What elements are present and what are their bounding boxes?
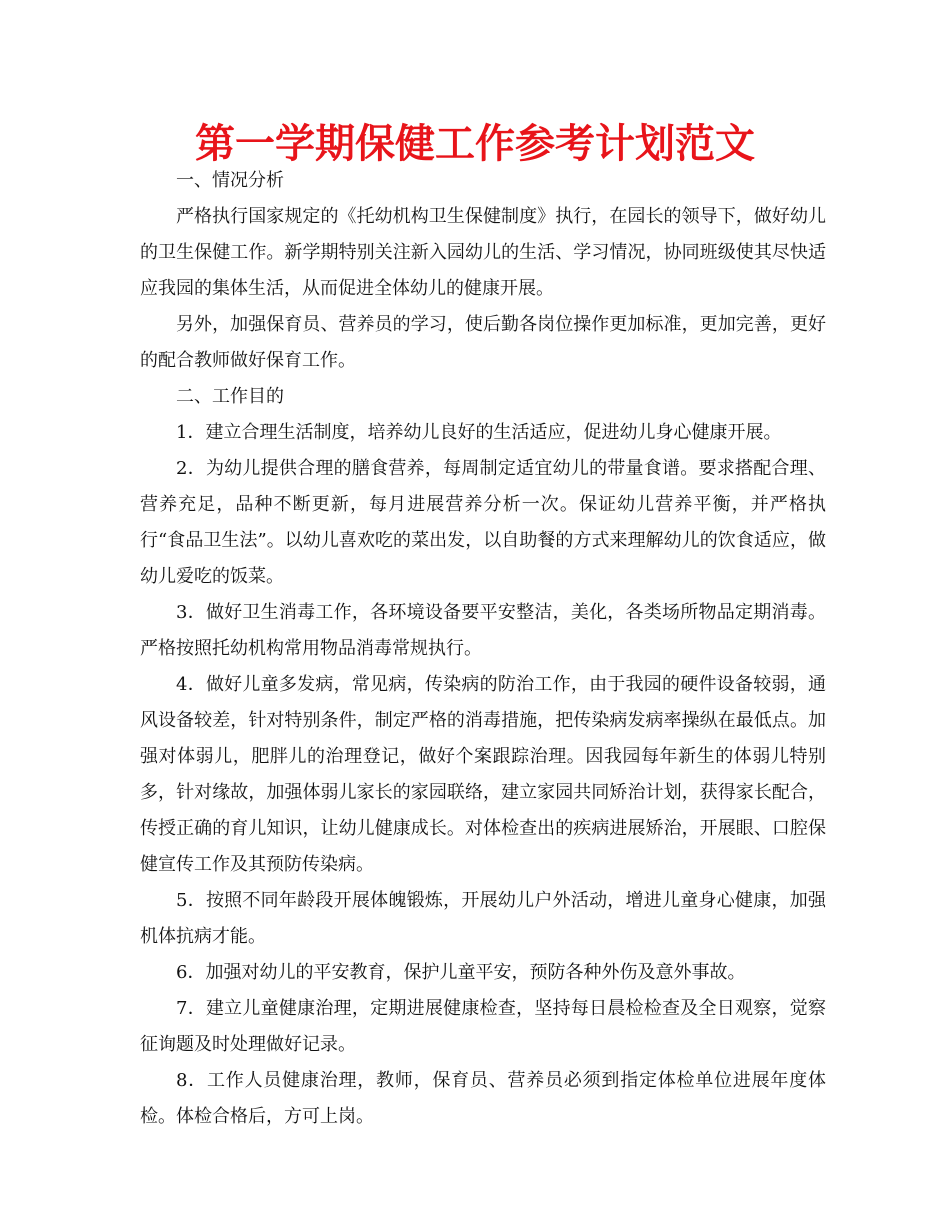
document-body bbox=[140, 163, 826, 1135]
list-item-4: 4．做好儿童多发病，常见病，传染病的防治工作，由于我园的硬件设备较弱，通风设备较差，针对特别条件，制定严格的消毒措施，把传染病发病率操纵在最低点。加强对体弱儿，肥胖儿的治理登记，做好个案跟踪治理。因我园每年新生的体弱儿特别多，针对缘故，加强体弱儿家长的家园联络，建立家园共同矫治计划，获得家长配合，传授正确的育儿知识，让幼儿健康成长。对体检查出的疾病进展矫治，开展眼、口腔保健宣传工作及其预防传染病。 bbox=[140, 674, 826, 875]
list-item-1: 1．建立合理生活制度，培养幼儿良好的生活适应，促进幼儿身心健康开展。 bbox=[176, 422, 782, 443]
list-item-7: 7．建立儿童健康治理，定期进展健康检查，坚持每日晨检检查及全日观察，觉察征询题及时处理做好记录。 bbox=[140, 998, 826, 1055]
section-heading-goals: 二、工作目的 bbox=[176, 386, 284, 407]
list-item-5: 5．按照不同年龄段开展体魄锻炼，开展幼儿户外活动，增进儿童身心健康，加强机体抗病才能。 bbox=[140, 890, 826, 947]
paragraph: 严格执行国家规定的《托幼机构卫生保健制度》执行，在园长的领导下，做好幼儿的卫生保健工作。新学期特别关注新入园幼儿的生活、学习情况，协同班级使其尽快适应我园的集体生活，从而促进全体幼儿的健康开展。 bbox=[140, 206, 826, 299]
section-heading-situation: 一、情况分析 bbox=[176, 170, 284, 191]
paragraph: 另外，加强保育员、营养员的学习，使后勤各岗位操作更加标准，更加完善，更好的配合教师做好保育工作。 bbox=[140, 314, 826, 371]
list-item-6: 6．加强对幼儿的平安教育，保护儿童平安，预防各种外伤及意外事故。 bbox=[176, 962, 746, 983]
document-title: 第一学期保健工作参考计划范文 bbox=[195, 121, 755, 167]
list-item-2: 2．为幼儿提供合理的膳食营养，每周制定适宜幼儿的带量食谱。要求搭配合理、营养充足，品种不断更新，每月进展营养分析一次。保证幼儿营养平衡，并严格执行“食品卫生法”。以幼儿喜欢吃的菜出发，以自助餐的方式来理解幼儿的饮食适应，做幼儿爱吃的饭菜。 bbox=[140, 458, 826, 587]
list-item-3: 3．做好卫生消毒工作，各环境设备要平安整洁，美化，各类场所物品定期消毒。严格按照托幼机构常用物品消毒常规执行。 bbox=[140, 602, 826, 659]
list-item-8: 8．工作人员健康治理，教师，保育员、营养员必须到指定体检单位进展年度体检。体检合格后，方可上岗。 bbox=[140, 1070, 826, 1127]
